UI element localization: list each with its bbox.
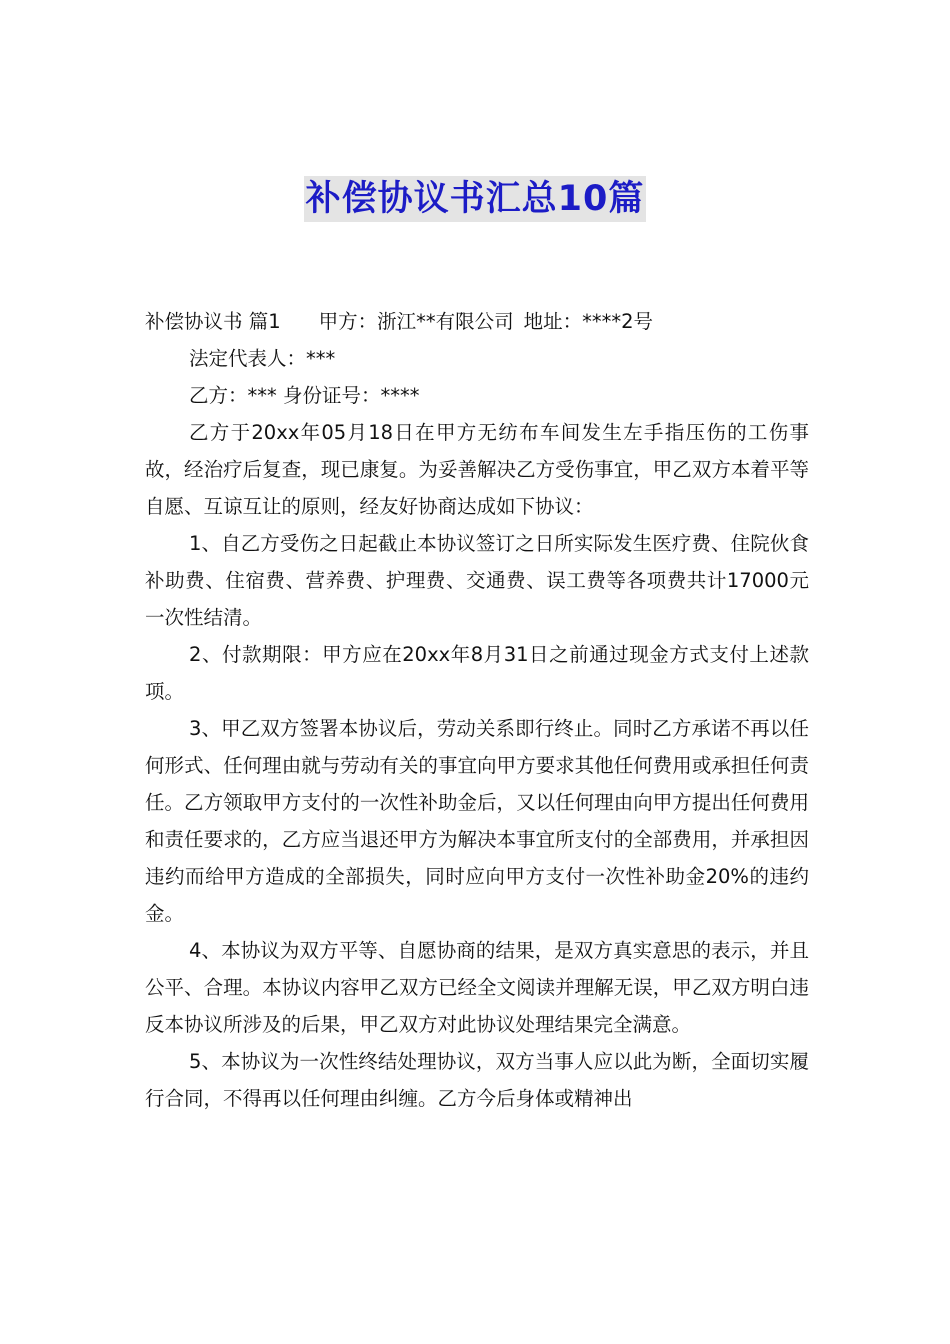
party-a-address: 地址：****2号: [523, 310, 654, 333]
document-body: [145, 303, 809, 1117]
clause-1: 1、自乙方受伤之日起截止本协议签订之日所实际发生医疗费、住院伙食补助费、住宿费、营养费、护理费、交通费、误工费等各项费共计17000元一次性结清。: [145, 532, 809, 629]
party-a: 甲方：浙江**有限公司: [318, 310, 514, 333]
agreement-label: 补偿协议书 篇1: [145, 310, 281, 333]
clause-4: 4、本协议为双方平等、自愿协商的结果，是双方真实意思的表示，并且公平、合理。本协议内容甲乙双方已经全文阅读并理解无误，甲乙双方明白违反本协议所涉及的后果，甲乙双方对此协议处理结果完全满意。: [145, 939, 809, 1036]
clause-2: 2、付款期限：甲方应在20xx年8月31日之前通过现金方式支付上述款项。: [145, 643, 809, 703]
party-b: 乙方：*** 身份证号：****: [189, 384, 420, 407]
document-title: 补偿协议书汇总10篇: [304, 176, 647, 222]
clause-5: 5、本协议为一次性终结处理协议，双方当事人应以此为断，全面切实履行合同，不得再以任何理由纠缠。乙方今后身体或精神出: [145, 1050, 809, 1110]
clause-3: 3、甲乙双方签署本协议后，劳动关系即行终止。同时乙方承诺不再以任何形式、任何理由就与劳动有关的事宜向甲方要求其他任何费用或承担任何责任。乙方领取甲方支付的一次性补助金后，又以任何理由向甲方提出任何费用和责任要求的，乙方应当退还甲方为解决本事宜所支付的全部费用，并承担因违约而给甲方造成的全部损失，同时应向甲方支付一次性补助金20%的违约金。: [145, 717, 809, 925]
document-title-wrap: [0, 176, 950, 222]
header-line: [145, 303, 809, 340]
legal-representative: 法定代表人：***: [189, 347, 336, 370]
paragraph-intro: 乙方于20xx年05月18日在甲方无纺布车间发生左手指压伤的工伤事故，经治疗后复查，现已康复。为妥善解决乙方受伤事宜，甲乙双方本着平等自愿、互谅互让的原则，经友好协商达成如下协议：: [145, 421, 809, 518]
